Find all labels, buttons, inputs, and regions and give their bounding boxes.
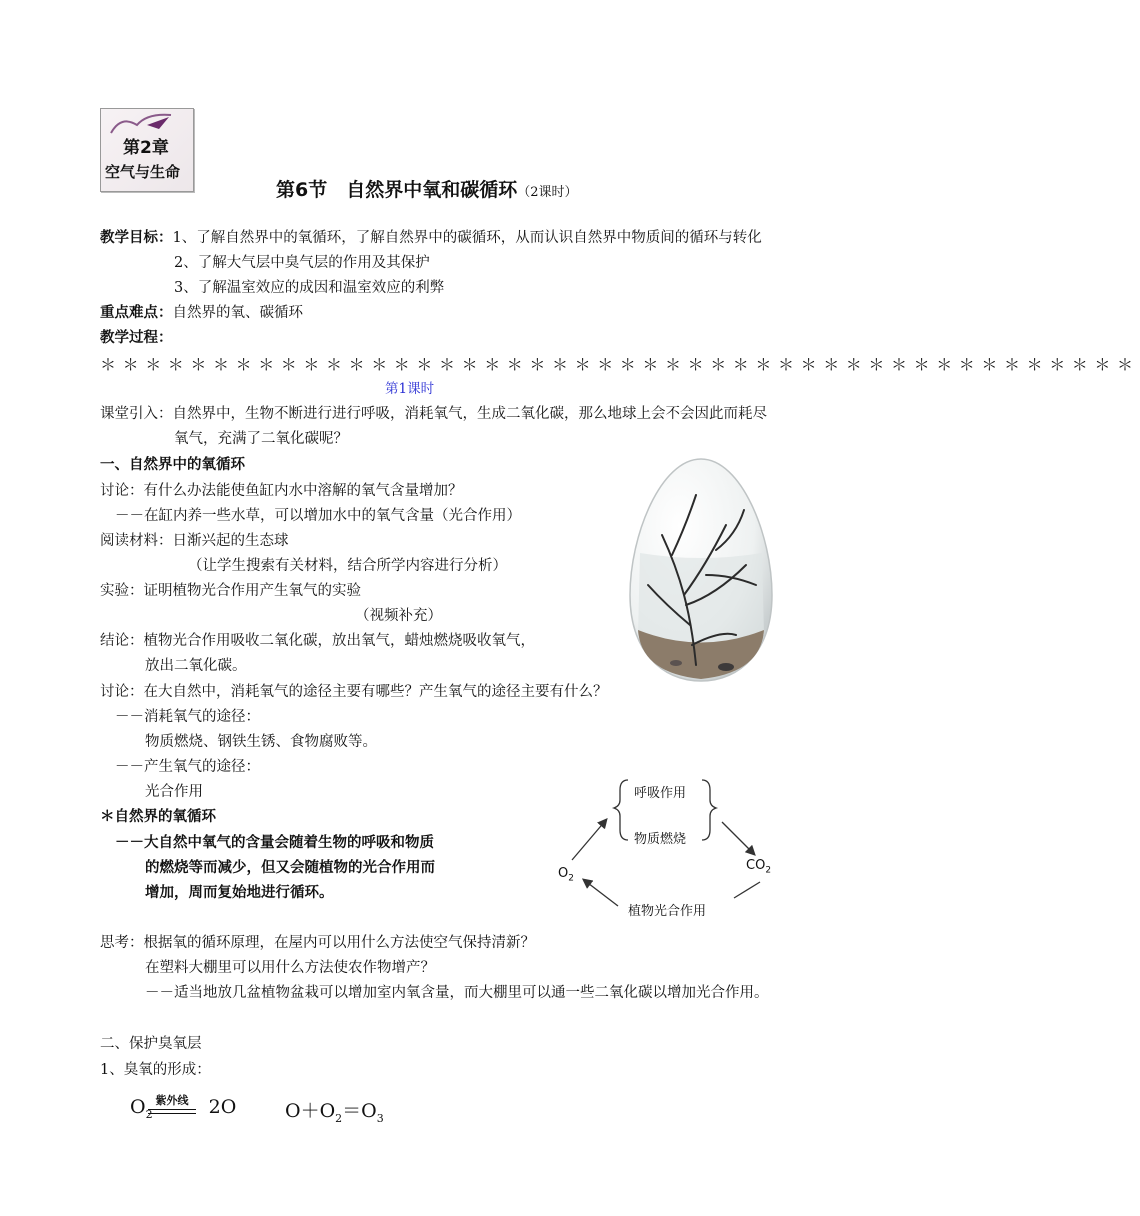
think-line: 思考：根据氧的循环原理，在屋内可以用什么方法使空气保持清新？	[100, 935, 535, 951]
focus-label: 重点难点：	[100, 305, 173, 321]
chapter-badge	[100, 108, 194, 192]
diagram-o2: $O_2$	[558, 866, 574, 884]
s1-line: －－消耗氧气的途径：	[115, 709, 260, 725]
s1-line: 结论：植物光合作用吸收二氧化碳，放出氧气，蜡烛燃烧吸收氧气，	[100, 633, 535, 649]
goal-item-3: 3、了解温室效应的成因和温室效应的利弊	[174, 280, 445, 296]
process-label: 教学过程：	[100, 330, 173, 346]
title-sub: （2课时）	[517, 185, 578, 200]
focus-text: 自然界的氧、碳循环	[172, 305, 303, 321]
page-title	[276, 175, 578, 202]
goal-item-2: 2、了解大气层中臭气层的作用及其保护	[174, 255, 430, 271]
s1-line: 阅读材料：日渐兴起的生态球	[100, 533, 289, 549]
title-main: 第6节 自然界中氧和碳循环	[276, 179, 518, 201]
s1-line: 讨论：在大自然中，消耗氧气的途径主要有哪些？产生氧气的途径主要有什么？	[100, 684, 608, 700]
oc-line: －－大自然中氧气的含量会随着生物的呼吸和物质	[115, 835, 434, 851]
reaction-equals	[148, 1109, 196, 1114]
badge-chapter: 第2章	[123, 138, 169, 158]
badge-subject: 空气与生命	[105, 163, 181, 181]
intro-line-2: 氧气，充满了二氧化碳呢？	[174, 431, 348, 447]
oxygen-cycle-diagram	[556, 772, 776, 922]
ozone-formula-1: $O_2$ 紫外线 2O	[130, 1094, 237, 1121]
uv-condition: 紫外线	[155, 1094, 189, 1107]
section2-sub1: 1、臭氧的形成：	[100, 1062, 211, 1078]
diagram-combustion: 物质燃烧	[634, 832, 687, 847]
s1-line: （视频补充）	[355, 608, 442, 624]
think-line: 在塑料大棚里可以用什么方法使农作物增产？	[145, 960, 435, 976]
s1-line: 讨论：有什么办法能使鱼缸内水中溶解的氧气含量增加？	[100, 483, 463, 499]
focus-row	[100, 303, 303, 323]
ecosphere-illustration	[626, 455, 776, 685]
formula-product: 2O	[208, 1096, 237, 1118]
diagram-co2: $CO_2$	[746, 858, 772, 876]
oxygen-cycle-heading: ＊自然界的氧循环	[100, 809, 216, 825]
think-line: －－适当地放几盆植物盆栽可以增加室内氧含量，而大棚里可以通一些二氧化碳以增加光合作用。	[145, 985, 769, 1001]
intro-line-1: 课堂引入：自然界中，生物不断进行进行呼吸，消耗氧气，生成二氧化碳，那么地球上会不会因此而耗尽	[100, 406, 767, 422]
goals-row	[100, 228, 762, 248]
ozone-formula-2: $O+O_2=O_3$	[285, 1100, 384, 1125]
goal-item-1: 1、了解自然界中的氧循环，了解自然界中的碳循环，从而认识自然界中物质间的循环与转化	[172, 230, 762, 246]
oc-line: 的燃烧等而减少，但又会随植物的光合作用而	[145, 860, 435, 876]
s1-line: 光合作用	[145, 784, 203, 800]
s1-line: 物质燃烧、钢铁生锈、食物腐败等。	[145, 734, 377, 750]
star-divider: ＊＊＊＊＊＊＊＊＊＊＊＊＊＊＊＊＊＊＊＊＊＊＊＊＊＊＊＊＊＊＊＊＊＊＊＊＊＊＊＊＊＊＊＊＊＊	[100, 355, 1140, 374]
diagram-photosynthesis: 植物光合作用	[628, 904, 707, 919]
diagram-respiration: 呼吸作用	[634, 786, 687, 801]
s1-line: －－产生氧气的途径：	[115, 759, 260, 775]
section1-heading: 一、自然界中的氧循环	[100, 457, 245, 473]
section2-heading: 二、保护臭氧层	[100, 1036, 202, 1052]
lesson-label: 第1课时	[385, 381, 435, 397]
oc-line: 增加，周而复始地进行循环。	[145, 885, 334, 901]
s1-line: 放出二氧化碳。	[145, 658, 247, 674]
goals-label: 教学目标：	[100, 230, 173, 246]
s1-line: －－在缸内养一些水草，可以增加水中的氧气含量（光合作用）	[115, 508, 521, 524]
s1-line: （让学生搜索有关材料，结合所学内容进行分析）	[188, 558, 507, 574]
s1-line: 实验：证明植物光合作用产生氧气的实验	[100, 583, 361, 599]
